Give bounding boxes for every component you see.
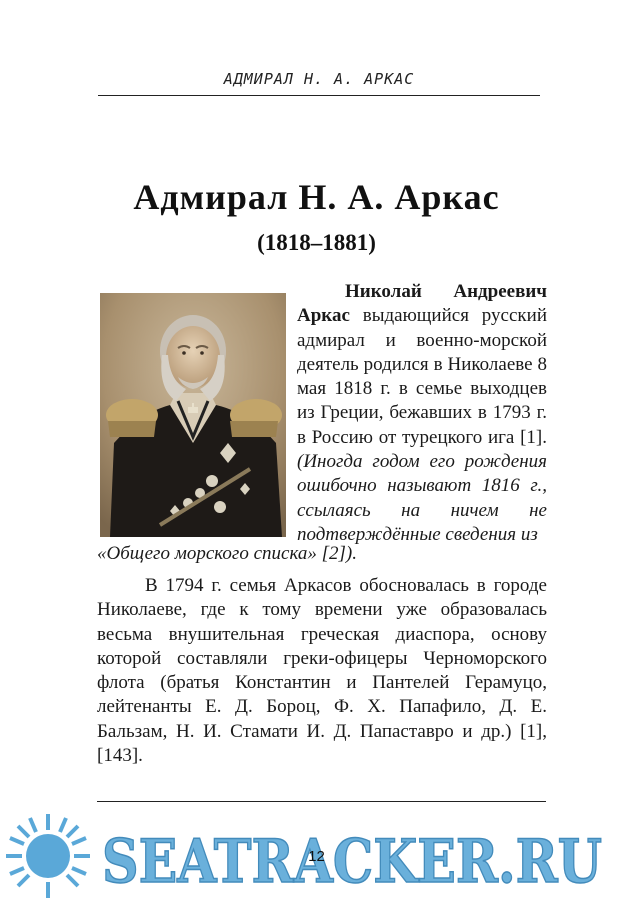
intro-note: (Иногда годом его рождения ошибочно называют 1816 г., ссылаясь на ничем не подтверждённые сведения из: [297, 451, 547, 545]
article-title: Адмирал Н. А. Аркас: [133, 177, 500, 217]
running-header: АДМИРАЛ Н. А. АРКАС: [223, 70, 415, 88]
header-rule: [98, 95, 540, 96]
intro-note-tail: «Общего морского списка» [2]).: [97, 543, 357, 564]
article-dates: (1818–1881): [257, 230, 376, 255]
page-number: 12: [308, 848, 325, 865]
watermark-text: SEATRACKER.RU: [102, 827, 602, 897]
portrait-photo: [100, 293, 286, 537]
intro-text: выдающийся русский адмирал и военно-морской деятель родился в Николаеве 8 мая 1818 г. в семье выходцев из Греции, бежавших в 1793 г. в Россию от турецкого ига [1].: [297, 305, 547, 448]
footer-rule: [97, 801, 546, 802]
subject-name: Николай Андреевич Аркас: [297, 281, 547, 327]
second-paragraph: В 1794 г. семья Аркасов обосновалась в городе Николаеве, где к тому времени уже образовалась весьма внушительная греческая диаспора, основу которой составляли греки-офицеры Черноморского флота (братья Константин и Пантелей Герамуцо, лейтенанты Е. Д. Бороц, Ф. Х. Папафило, Д. Е. Бальзам, Н. И. Стамати И. Д. Папаставро и др.) [1], [143].: [97, 575, 547, 767]
intro-paragraph: [297, 280, 547, 547]
